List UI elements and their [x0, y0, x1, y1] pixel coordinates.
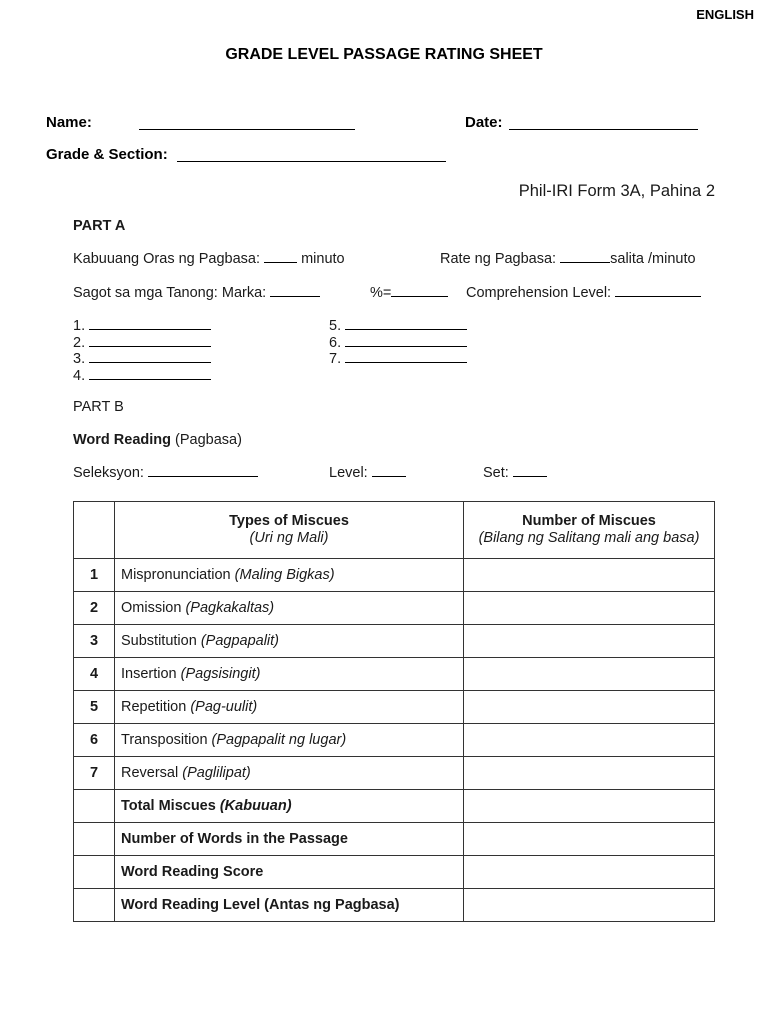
- row-number: [74, 889, 115, 922]
- words-row: [74, 823, 715, 856]
- miscue-type: [115, 691, 464, 724]
- total-label: Total Miscues: [121, 798, 216, 814]
- answers-left: [73, 318, 211, 384]
- score-row: [74, 856, 715, 889]
- part-b-heading: PART B: [73, 399, 124, 415]
- answer-line: [73, 368, 211, 385]
- set-row: [483, 465, 547, 481]
- miscue-count-cell[interactable]: [464, 625, 715, 658]
- answers-right: [329, 318, 467, 368]
- table-row: [74, 559, 715, 592]
- answer-number: 7.: [329, 351, 342, 367]
- word-reading-label: Word Reading: [73, 432, 172, 448]
- language-label: ENGLISH: [696, 7, 754, 22]
- miscue-type-sub: (Pagpapalit): [200, 633, 279, 649]
- percent-label: %=: [370, 285, 392, 301]
- miscue-count-cell[interactable]: [464, 592, 715, 625]
- word-reading-score-label: Word Reading Score: [115, 856, 464, 889]
- answer-line: [73, 318, 211, 335]
- total-label-cell: [115, 790, 464, 823]
- row-number: [74, 856, 115, 889]
- miscue-type-label: Omission: [121, 600, 182, 616]
- table-row: [74, 592, 715, 625]
- answer-number: 2.: [73, 334, 86, 351]
- row-number: 2: [74, 592, 115, 625]
- miscue-type: [115, 724, 464, 757]
- date-label: Date:: [465, 114, 503, 131]
- selection-field[interactable]: [148, 475, 258, 477]
- row-number: 5: [74, 691, 115, 724]
- set-label: Set:: [483, 465, 509, 481]
- miscue-type-label: Reversal: [121, 765, 179, 781]
- comprehension-field[interactable]: [615, 295, 701, 297]
- miscue-count-cell[interactable]: [464, 757, 715, 790]
- answer-number: 4.: [73, 367, 86, 384]
- total-sub: (Kabuuan): [219, 798, 292, 814]
- reading-rate-field[interactable]: [560, 261, 610, 263]
- miscue-type-label: Substitution: [121, 633, 197, 649]
- row-number: 4: [74, 658, 115, 691]
- word-reading-sub: (Pagbasa): [175, 432, 242, 448]
- miscue-type: [115, 757, 464, 790]
- row-number: [74, 790, 115, 823]
- row-number: 6: [74, 724, 115, 757]
- percent-field[interactable]: [391, 295, 448, 297]
- reading-time-field[interactable]: [264, 261, 297, 263]
- total-row: [74, 790, 715, 823]
- grade-section-label: Grade & Section:: [46, 146, 168, 163]
- row-number: [74, 823, 115, 856]
- miscue-count-cell[interactable]: [464, 658, 715, 691]
- percent-row: [370, 285, 448, 301]
- word-reading-score-cell[interactable]: [464, 856, 715, 889]
- table-row: [74, 724, 715, 757]
- score-label: Marka:: [221, 285, 267, 301]
- name-label: Name:: [46, 114, 92, 131]
- miscue-type-label: Insertion: [121, 666, 177, 682]
- miscue-type-sub: (Pag-uulit): [190, 699, 258, 715]
- table-row: [74, 658, 715, 691]
- miscue-type: [115, 592, 464, 625]
- answer-field[interactable]: [89, 361, 211, 363]
- answer-line: [329, 318, 467, 335]
- total-count-cell[interactable]: [464, 790, 715, 823]
- row-number: 1: [74, 559, 115, 592]
- types-column-header: [115, 502, 464, 559]
- miscue-type-sub: (Pagsisingit): [180, 666, 261, 682]
- table-row: [74, 691, 715, 724]
- level-result-row: [74, 889, 715, 922]
- table-row: [74, 625, 715, 658]
- selection-row: [73, 465, 258, 481]
- miscue-type: [115, 658, 464, 691]
- answer-field[interactable]: [89, 378, 211, 380]
- word-reading-heading: [73, 432, 242, 448]
- miscue-type-label: Repetition: [121, 699, 187, 715]
- answer-line: [329, 335, 467, 352]
- miscue-count-cell[interactable]: [464, 691, 715, 724]
- comprehension-label: Comprehension Level:: [466, 285, 612, 301]
- table-row: [74, 757, 715, 790]
- words-label: Number of Words in the Passage: [115, 823, 464, 856]
- miscue-type: [115, 559, 464, 592]
- count-column-header: [464, 502, 715, 559]
- miscue-count-cell[interactable]: [464, 559, 715, 592]
- table-header-row: [74, 502, 715, 559]
- miscue-count-cell[interactable]: [464, 724, 715, 757]
- answer-field[interactable]: [89, 328, 211, 330]
- level-field[interactable]: [372, 475, 406, 477]
- miscue-type: [115, 625, 464, 658]
- count-header-label: Number of Miscues: [522, 513, 656, 529]
- reading-rate-label: Rate ng Pagbasa:: [440, 251, 557, 267]
- comprehension-row: [466, 285, 701, 301]
- score-field[interactable]: [270, 295, 320, 297]
- form-id: Phil-IRI Form 3A, Pahina 2: [518, 182, 715, 200]
- reading-rate-unit: salita /minuto: [610, 251, 696, 267]
- miscue-type-sub: (Paglilipat): [182, 765, 251, 781]
- answer-number: 6.: [329, 334, 342, 351]
- miscue-type-sub: (Pagkakaltas): [185, 600, 275, 616]
- row-number: 3: [74, 625, 115, 658]
- set-field[interactable]: [513, 475, 547, 477]
- answer-field[interactable]: [345, 345, 467, 347]
- types-header-label: Types of Miscues: [229, 513, 349, 529]
- answer-number: 1.: [73, 318, 86, 334]
- miscue-type-label: Mispronunciation: [121, 567, 231, 583]
- part-a-heading: PART A: [73, 218, 126, 234]
- answer-line: [73, 351, 211, 368]
- selection-label: Seleksyon:: [73, 465, 144, 481]
- level-row: [329, 465, 406, 481]
- level-label: Level:: [329, 465, 368, 481]
- answer-number: 5.: [329, 318, 342, 334]
- miscue-type-sub: (Maling Bigkas): [234, 567, 335, 583]
- page-title: GRADE LEVEL PASSAGE RATING SHEET: [225, 46, 543, 63]
- word-reading-level-cell[interactable]: [464, 889, 715, 922]
- reading-rate-row: [440, 251, 696, 267]
- number-column-header: [74, 502, 115, 559]
- grade-section-field[interactable]: [177, 161, 446, 162]
- answer-field[interactable]: [89, 345, 211, 347]
- answer-line: [329, 351, 467, 368]
- answers-label: Sagot sa mga Tanong:: [73, 285, 218, 301]
- count-header-sub: (Bilang ng Salitang mali ang basa): [478, 530, 700, 546]
- row-number: 7: [74, 757, 115, 790]
- answer-line: [73, 335, 211, 352]
- answer-field[interactable]: [345, 361, 467, 363]
- answers-row: [73, 285, 320, 301]
- words-count-cell[interactable]: [464, 823, 715, 856]
- name-field[interactable]: [139, 129, 355, 130]
- types-header-sub: (Uri ng Mali): [249, 530, 329, 546]
- date-field[interactable]: [509, 129, 698, 130]
- reading-time-label: Kabuuang Oras ng Pagbasa:: [73, 251, 261, 267]
- reading-time-unit: minuto: [301, 251, 345, 267]
- miscue-type-sub: (Pagpapalit ng lugar): [211, 732, 347, 748]
- answer-number: 3.: [73, 351, 86, 367]
- word-reading-level-label: Word Reading Level (Antas ng Pagbasa): [115, 889, 464, 922]
- reading-time-row: [73, 251, 345, 267]
- miscue-type-label: Transposition: [121, 732, 208, 748]
- answer-field[interactable]: [345, 328, 467, 330]
- miscues-table: [73, 501, 715, 922]
